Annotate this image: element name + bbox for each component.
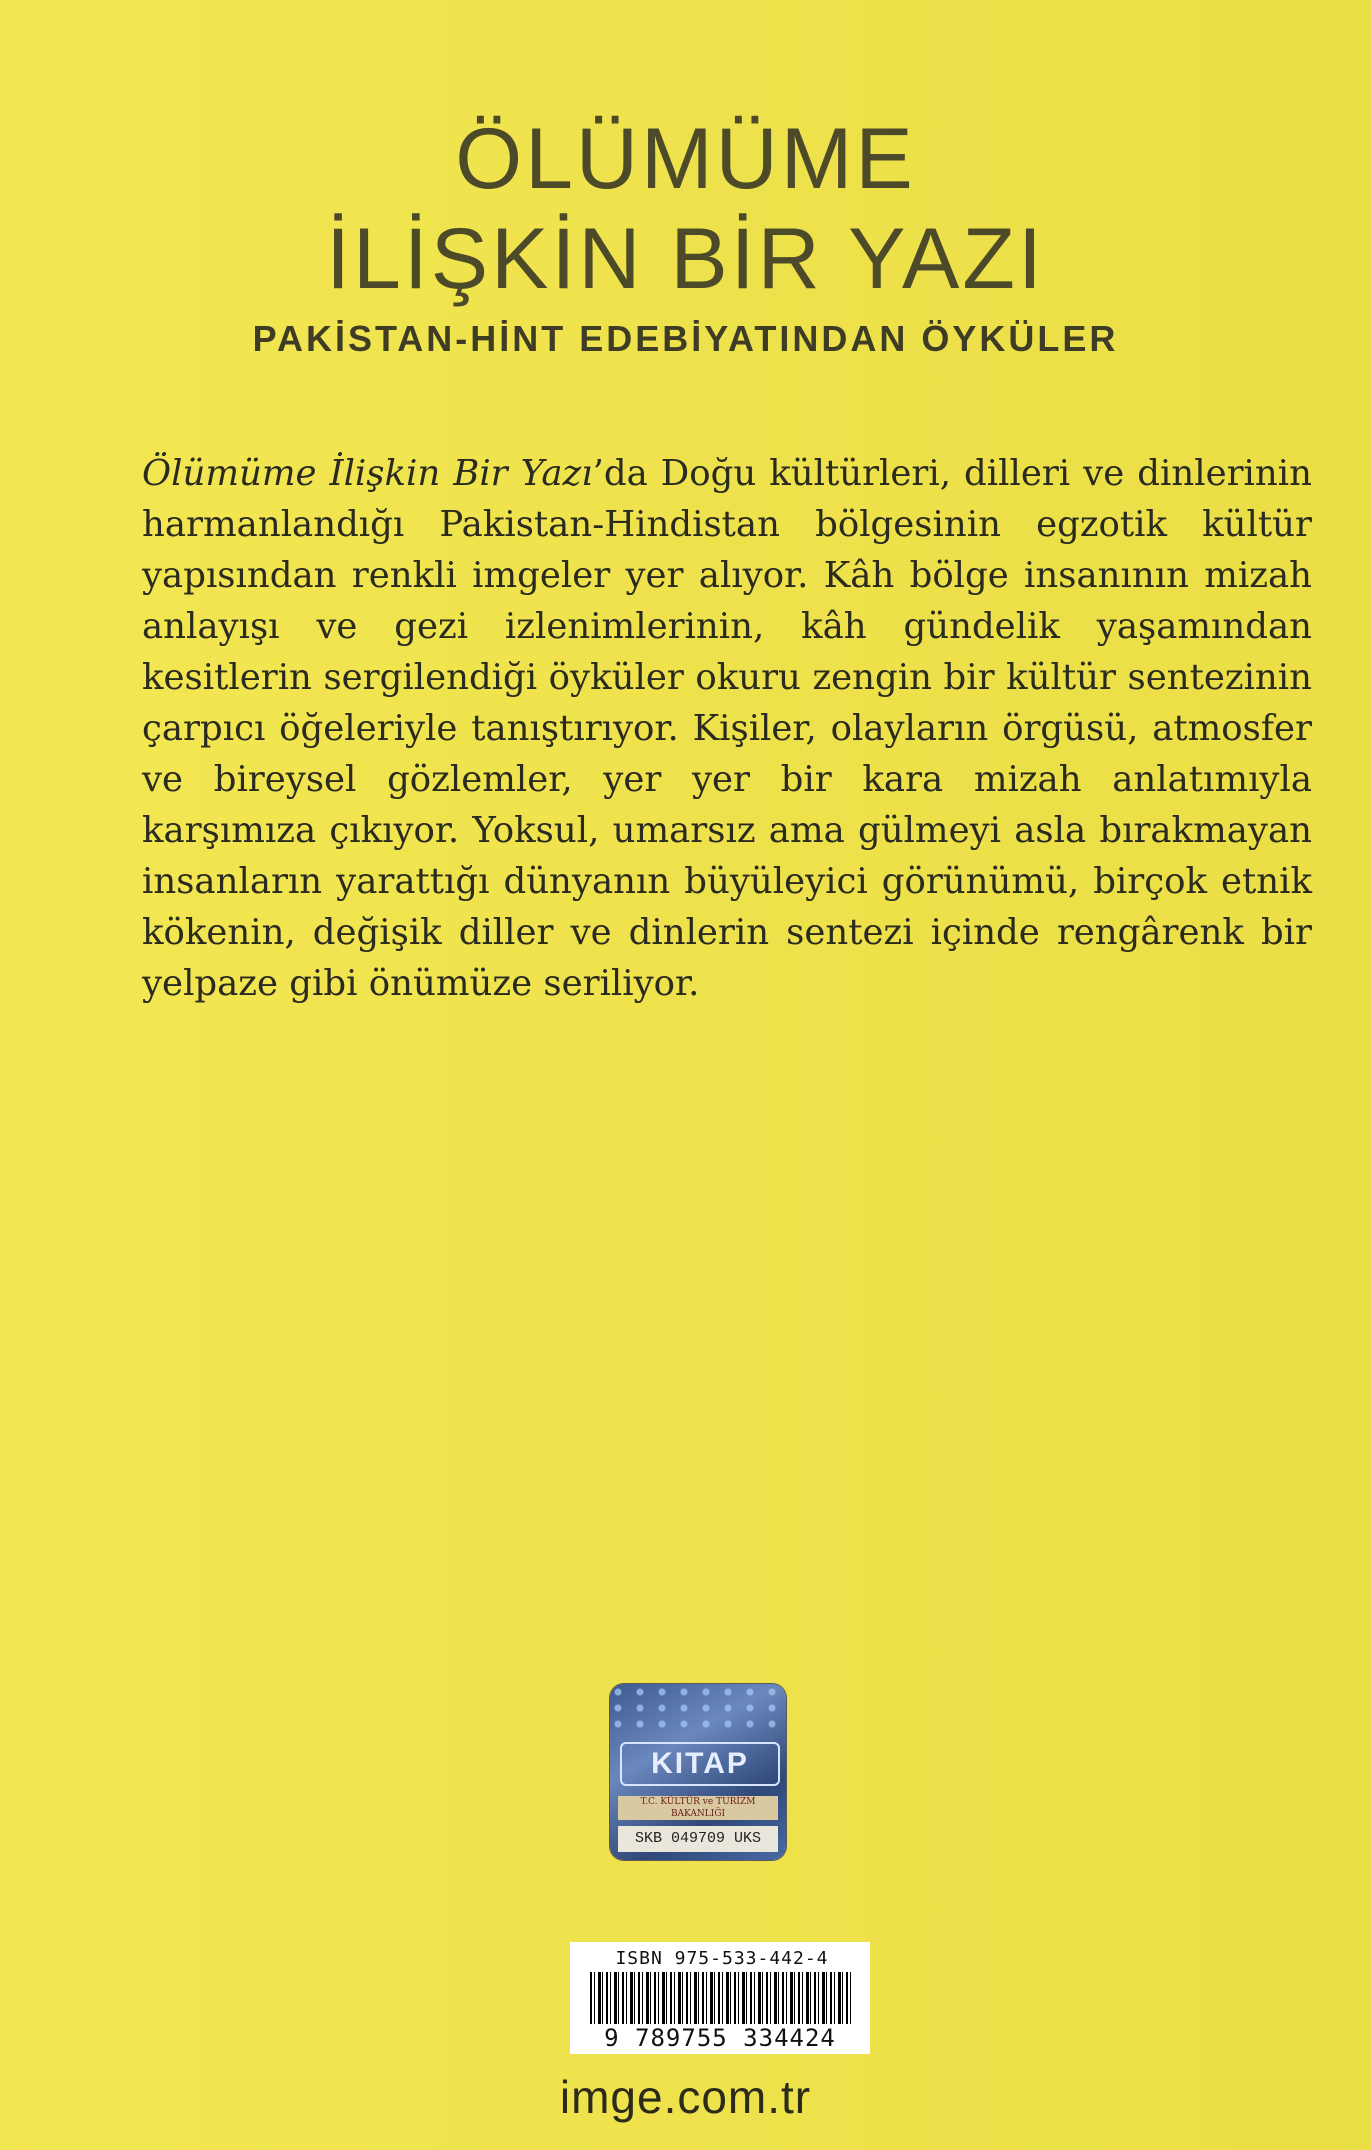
isbn-text: ISBN 975-533-442-4 xyxy=(615,1948,829,1969)
sticker-ministry: T.C. KÜLTÜR ve TURİZM BAKANLIĞI xyxy=(618,1796,778,1820)
publisher-website: imge.com.tr xyxy=(559,2071,812,2123)
blurb-text: ’da Doğu kültürleri, dilleri ve dinlerinin harmanlandığı Pakistan-Hindistan bölgesinin egzotik kültür yapısından renkli imgeler yer alıyor. Kâh bölge insanının mizah anlayışı ve gezi izlenimlerinin, kâh gündelik yaşamından kesitlerin sergilendiği öyküler okuru zengin bir kültür sentezinin çarpıcı öğeleriyle tanıştırıyor. Kişiler, olayların örgüsü, atmosfer ve bireysel gözlemler, yer yer bir kara mizah anlatımıyla karşımıza çıkıyor. Yoksul, umarsız ama gülmeyi asla bırakmayan insanların yarattığı dünyanın büyüleyici görünümü, birçok etnik kökenin, değişik diller ve dinlerin sentezi içinde rengârenk bir yelpaze gibi önümüze seriliyor. xyxy=(142,453,1312,1004)
blurb-book-title: Ölümüme İlişkin Bir Yazı xyxy=(142,453,593,494)
barcode xyxy=(570,1942,870,2054)
sticker-label: KITAP xyxy=(620,1742,780,1786)
sticker-code: SKB 049709 UKS xyxy=(618,1826,778,1852)
ean-number: 9 789755 334424 xyxy=(604,2024,836,2052)
sticker-pattern xyxy=(610,1684,786,1734)
subtitle: PAKİSTAN-HİNT EDEBİYATINDAN ÖYKÜLER xyxy=(252,318,1119,359)
title-line-1: ÖLÜMÜME xyxy=(455,111,916,207)
blurb-paragraph xyxy=(142,448,1312,1009)
title-line-2: İLİŞKİN BİR YAZI xyxy=(326,211,1045,307)
barcode-bars xyxy=(590,1972,852,2024)
hologram-sticker xyxy=(610,1684,786,1860)
